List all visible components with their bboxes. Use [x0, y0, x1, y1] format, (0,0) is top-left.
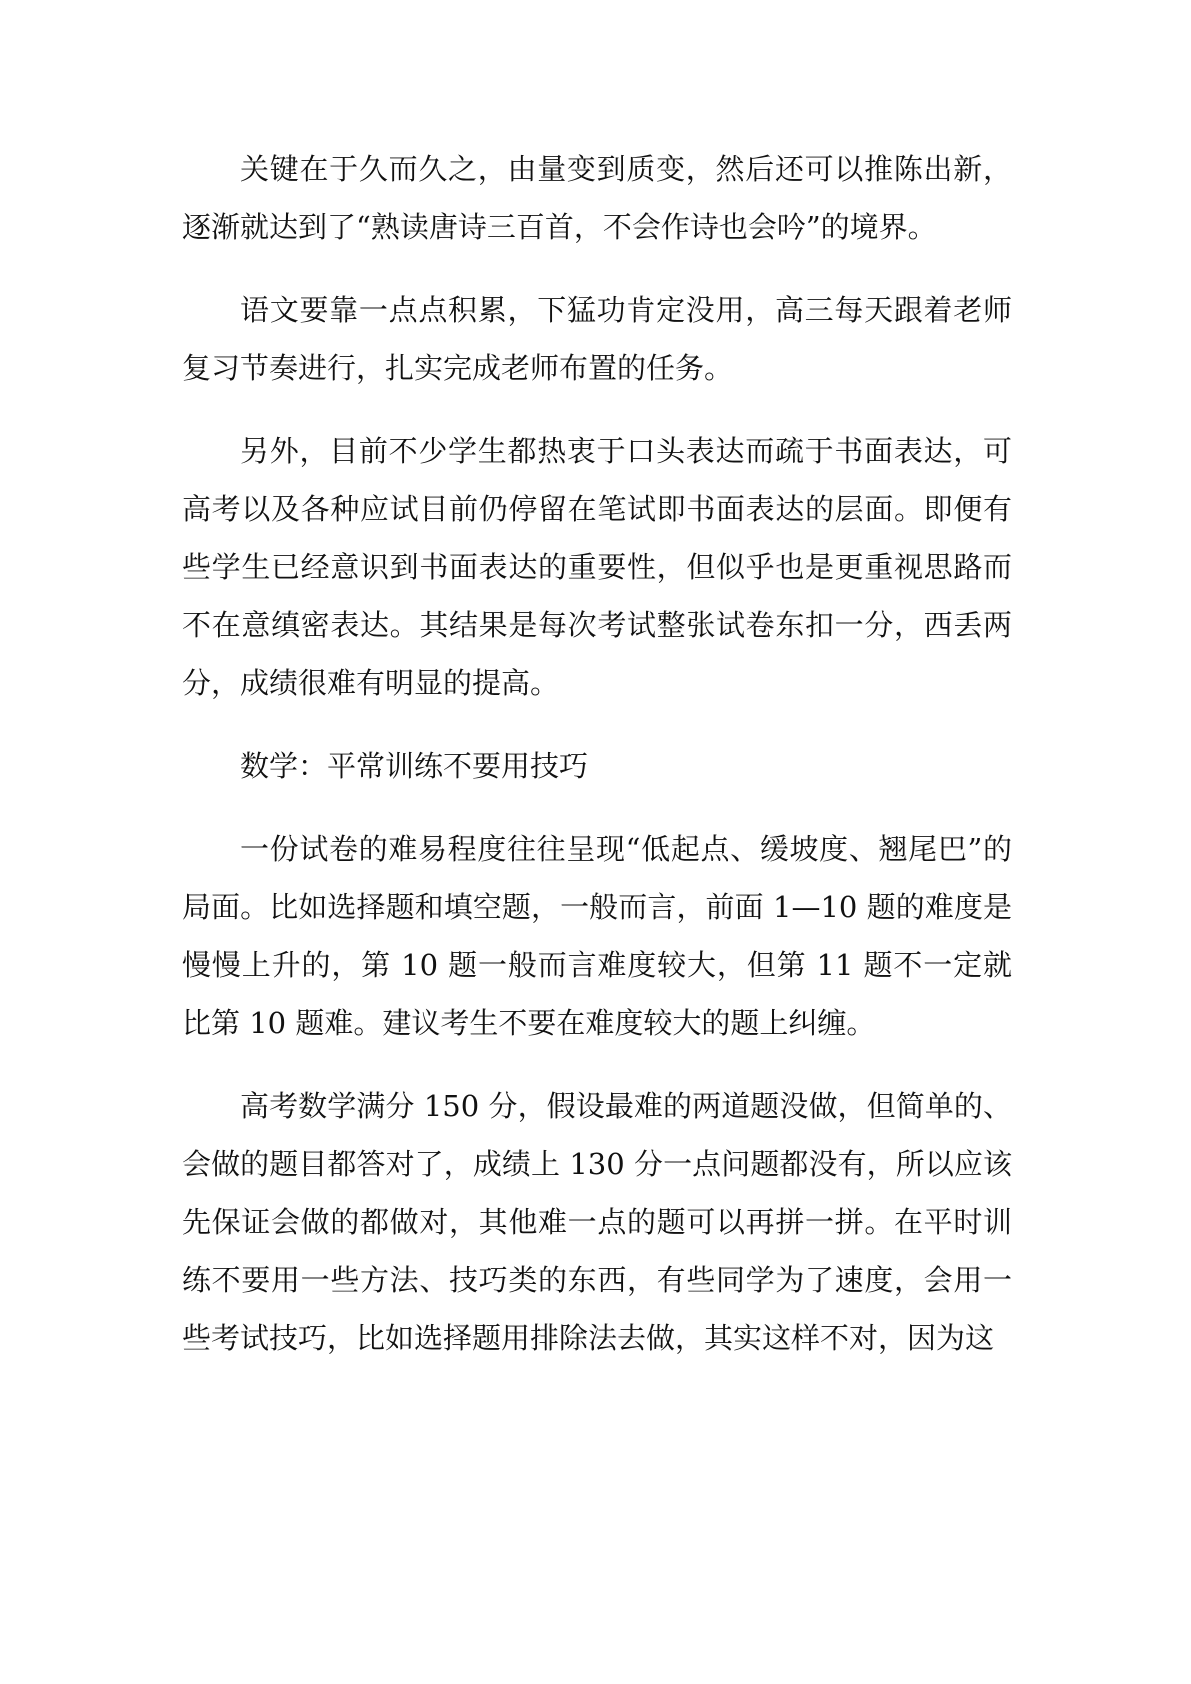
document-body [182, 140, 1012, 1367]
paragraph-written-expression: 另外，目前不少学生都热衷于口头表达而疏于书面表达，可高考以及各种应试目前仍停留在笔试即书面表达的层面。即便有些学生已经意识到书面表达的重要性，但似乎也是更重视思路而不在意缜密表达。其结果是每次考试整张试卷东扣一分，西丢两分，成绩很难有明显的提高。 [182, 434, 1012, 700]
paragraph-accumulation: 关键在于久而久之，由量变到质变，然后还可以推陈出新，逐渐就达到了“熟读唐诗三百首，不会作诗也会吟”的境界。 [182, 152, 1012, 244]
section-heading-math: 数学：平常训练不要用技巧 [240, 749, 589, 783]
paragraph-math-strategy: 高考数学满分 150 分，假设最难的两道题没做，但简单的、会做的题目都答对了，成绩上 130 分一点问题都没有，所以应该先保证会做的都做对，其他难一点的题可以再拼一拼。在平时训练不要用一些方法、技巧类的东西，有些同学为了速度，会用一些考试技巧，比如选择题用排除法去做，其实这样不对，因为这 [182, 1089, 1012, 1355]
paragraph-exam-difficulty: 一份试卷的难易程度往往呈现“低起点、缓坡度、翘尾巴”的局面。比如选择题和填空题，一般而言，前面 1—10 题的难度是慢慢上升的，第 10 题一般而言难度较大，但第 11 题不一定就比第 10 题难。建议考生不要在难度较大的题上纠缠。 [182, 832, 1012, 1040]
paragraph-chinese-review: 语文要靠一点点积累，下猛功肯定没用，高三每天跟着老师复习节奏进行，扎实完成老师布置的任务。 [182, 293, 1012, 385]
